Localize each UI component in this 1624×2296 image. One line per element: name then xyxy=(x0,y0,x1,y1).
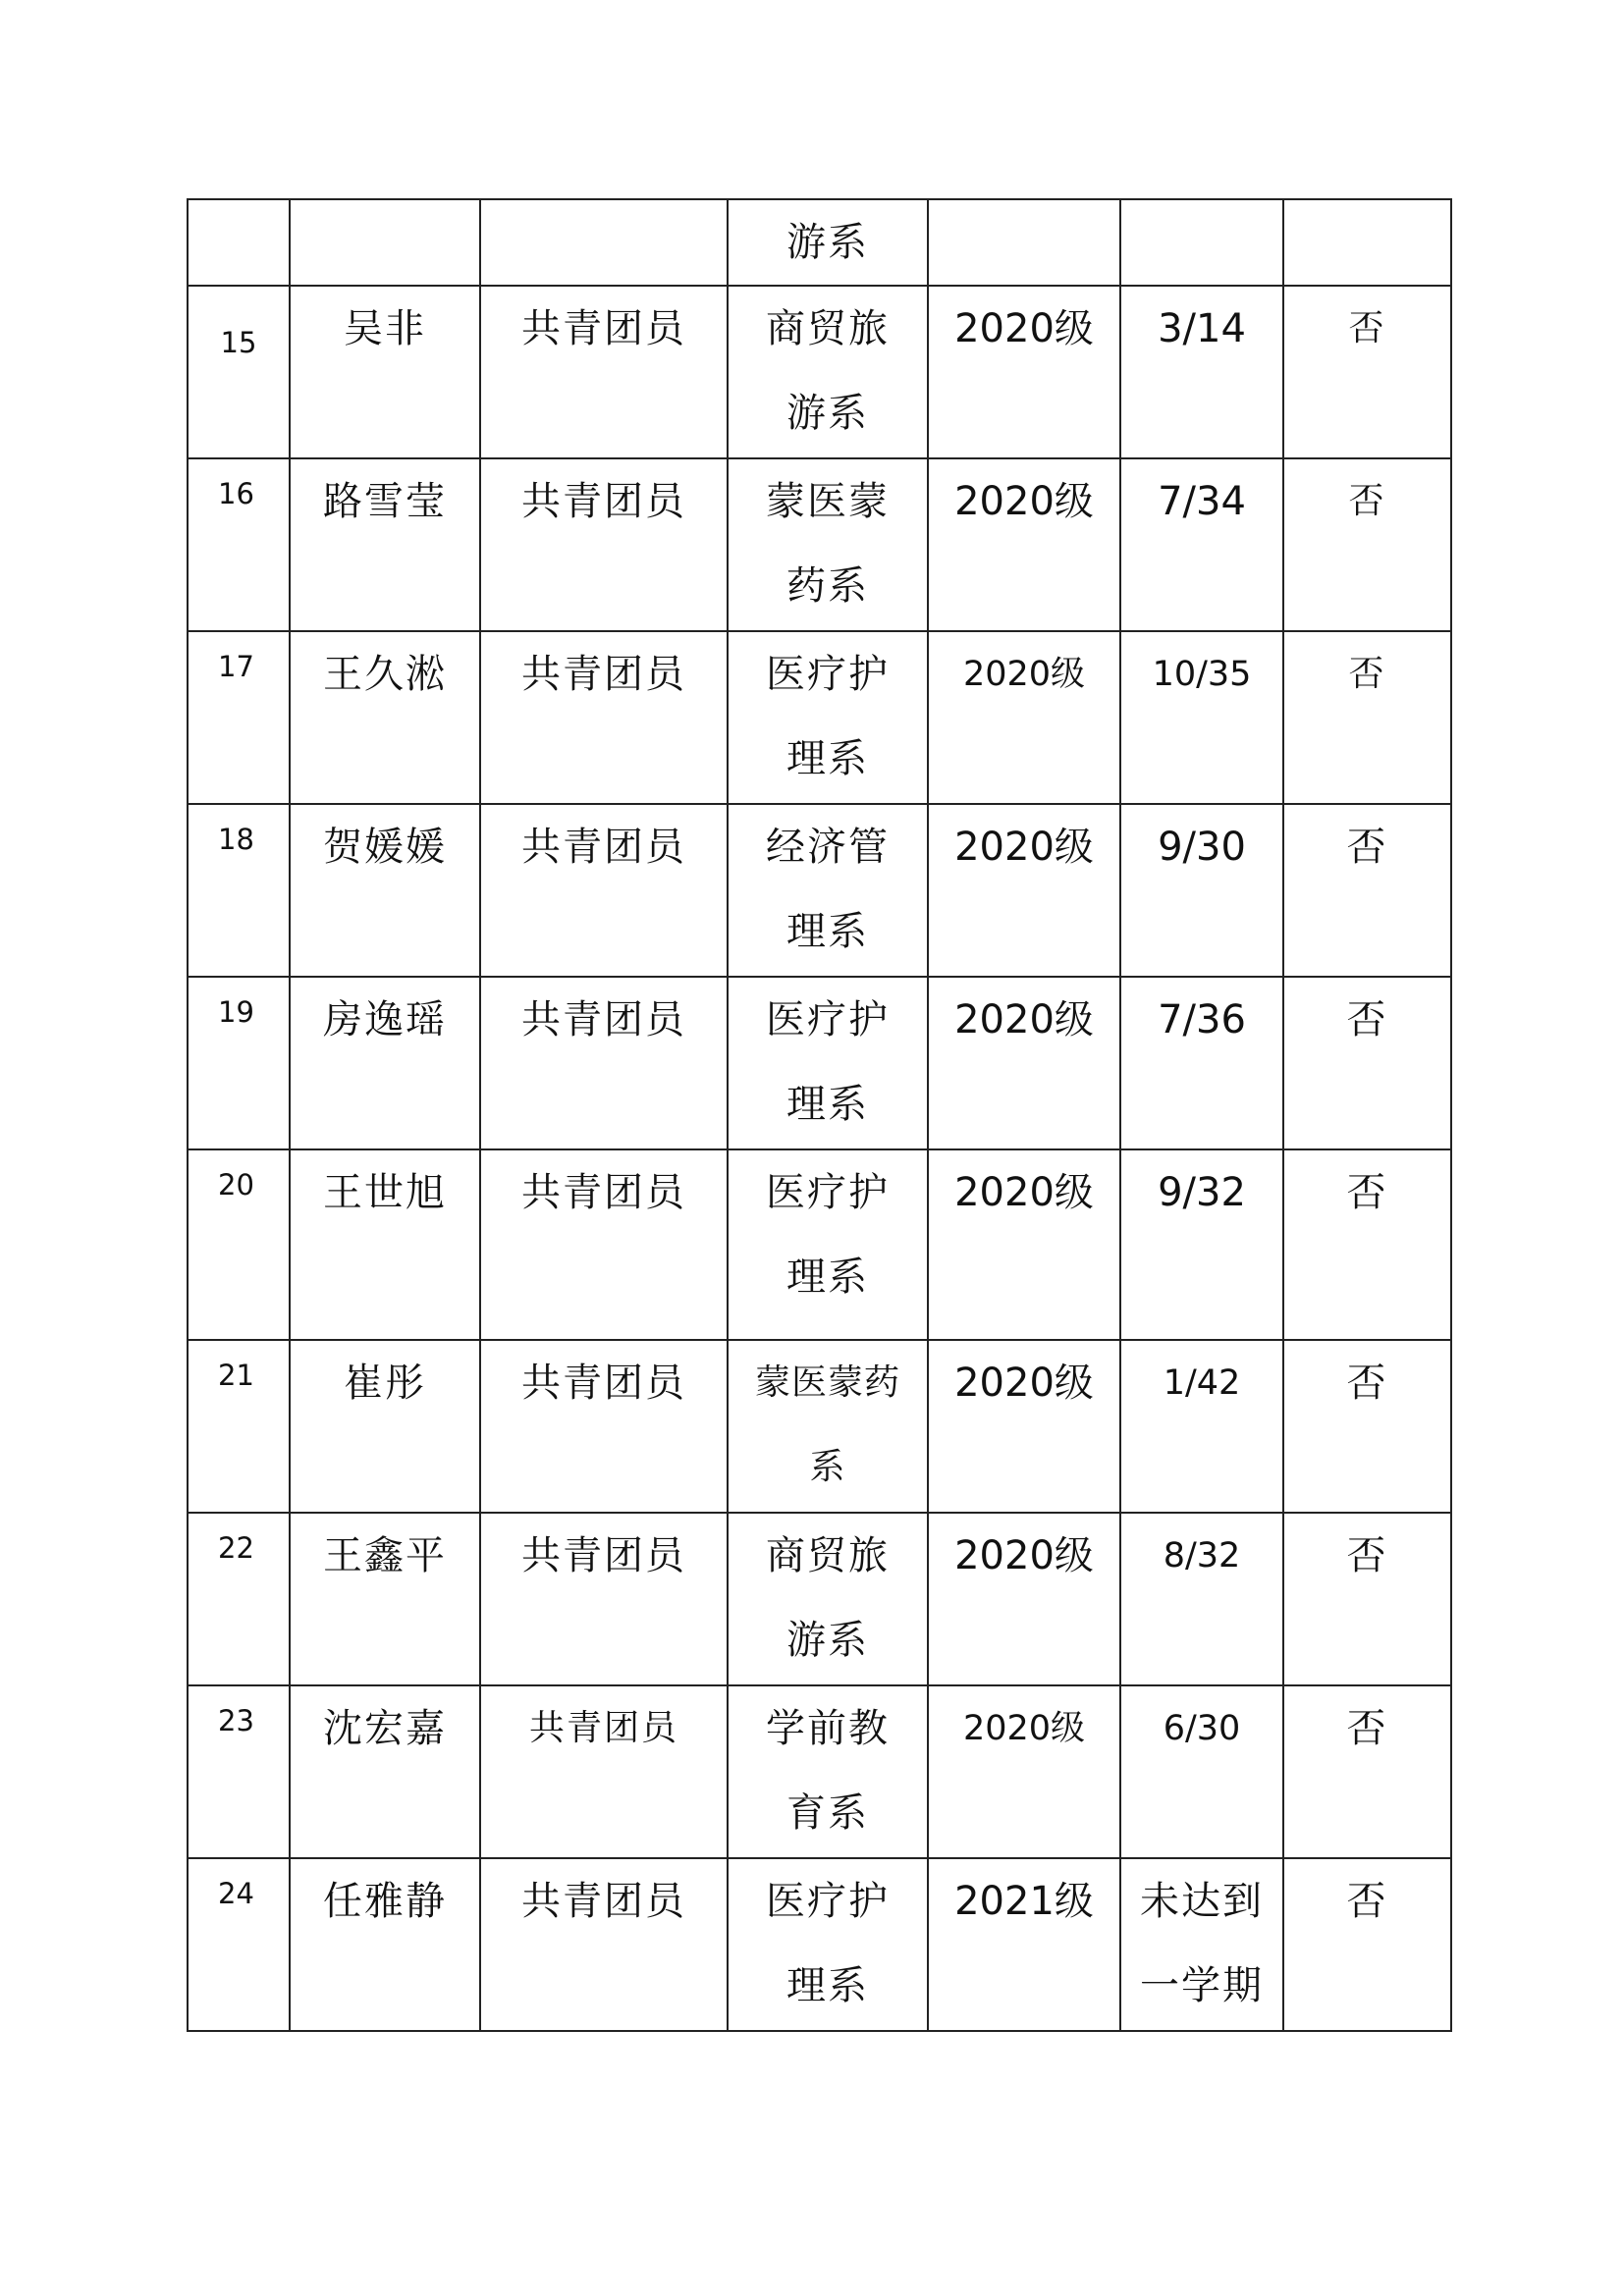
student-name: 房逸瑶 xyxy=(323,997,447,1042)
row-number: 16 xyxy=(218,477,254,510)
cell-grade xyxy=(928,286,1120,458)
table-row xyxy=(188,804,1451,977)
political-status: 共青团员 xyxy=(521,1361,686,1406)
grade: 2020级 xyxy=(954,997,1094,1042)
row-number: 23 xyxy=(218,1704,254,1737)
cell-political xyxy=(480,1340,728,1513)
rank: 6/30 xyxy=(1163,1709,1241,1748)
flag: 否 xyxy=(1348,481,1386,521)
political-status: 共青团员 xyxy=(521,1533,686,1578)
grade: 2020级 xyxy=(954,1170,1094,1215)
row-number: 20 xyxy=(218,1168,254,1201)
grade: 2020级 xyxy=(962,655,1086,694)
cell-name xyxy=(290,977,480,1149)
department: 商贸旅游系 xyxy=(766,306,890,436)
cell-rank xyxy=(1120,1685,1283,1858)
cell-rank xyxy=(1120,458,1283,631)
cell-no xyxy=(188,1149,290,1340)
cell-political xyxy=(480,977,728,1149)
cell-grade xyxy=(928,1685,1120,1858)
grade: 2020级 xyxy=(954,306,1094,351)
grade: 2021级 xyxy=(954,1879,1094,1924)
cell-name xyxy=(290,1513,480,1685)
cell-name xyxy=(290,1149,480,1340)
cell-political xyxy=(480,631,728,804)
cell-flag xyxy=(1283,1858,1451,2031)
rank: 未达到一学期 xyxy=(1140,1879,1264,2008)
rank: 1/42 xyxy=(1163,1363,1241,1403)
row-number: 22 xyxy=(218,1531,254,1565)
department: 经济管理系 xyxy=(766,825,890,954)
table-row-continued xyxy=(188,199,1451,286)
flag: 否 xyxy=(1346,1533,1388,1578)
student-name: 任雅静 xyxy=(323,1879,447,1924)
flag: 否 xyxy=(1346,997,1388,1042)
student-name: 沈宏嘉 xyxy=(323,1706,447,1751)
flag: 否 xyxy=(1346,1879,1388,1924)
cell-flag xyxy=(1283,804,1451,977)
rank: 7/36 xyxy=(1158,997,1246,1042)
rank: 7/34 xyxy=(1158,479,1246,524)
table-row xyxy=(188,1340,1451,1513)
cell-name xyxy=(290,1685,480,1858)
flag: 否 xyxy=(1346,1361,1388,1406)
table-row xyxy=(188,286,1451,458)
cell-grade xyxy=(928,1340,1120,1513)
cell-political xyxy=(480,1513,728,1685)
cell-dept xyxy=(728,1340,928,1513)
cell-no xyxy=(188,1340,290,1513)
political-status: 共青团员 xyxy=(521,652,686,697)
flag: 否 xyxy=(1346,1706,1388,1751)
political-status: 共青团员 xyxy=(528,1708,678,1748)
cell-grade xyxy=(928,1149,1120,1340)
cell-flag xyxy=(1283,199,1451,286)
student-name: 王久淞 xyxy=(323,652,447,697)
grade: 2020级 xyxy=(954,1533,1094,1578)
cell-rank xyxy=(1120,1858,1283,2031)
political-status: 共青团员 xyxy=(521,997,686,1042)
political-status: 共青团员 xyxy=(521,1170,686,1215)
rank: 9/30 xyxy=(1158,825,1246,870)
cell-dept xyxy=(728,977,928,1149)
cell-no xyxy=(188,458,290,631)
grade: 2020级 xyxy=(962,1709,1086,1748)
cell-rank xyxy=(1120,804,1283,977)
student-name: 贺媛媛 xyxy=(323,825,447,870)
department: 商贸旅游系 xyxy=(766,1533,890,1663)
cell-political xyxy=(480,1149,728,1340)
student-name: 王鑫平 xyxy=(323,1533,447,1578)
rank: 9/32 xyxy=(1158,1170,1246,1215)
cell-rank xyxy=(1120,631,1283,804)
cell-grade xyxy=(928,1858,1120,2031)
cell-dept xyxy=(728,631,928,804)
cell-dept xyxy=(728,1685,928,1858)
table-row xyxy=(188,977,1451,1149)
flag: 否 xyxy=(1346,1170,1388,1215)
cell-grade xyxy=(928,458,1120,631)
row-number: 21 xyxy=(218,1359,254,1392)
flag: 否 xyxy=(1346,825,1388,870)
cell-no xyxy=(188,804,290,977)
cell-political xyxy=(480,1685,728,1858)
department: 医疗护理系 xyxy=(766,1170,890,1300)
cell-grade xyxy=(928,977,1120,1149)
grade: 2020级 xyxy=(954,825,1094,870)
cell-grade xyxy=(928,1513,1120,1685)
cell-name xyxy=(290,199,480,286)
cell-political xyxy=(480,804,728,977)
flag: 否 xyxy=(1348,654,1386,694)
department: 蒙医蒙药系 xyxy=(766,479,890,609)
row-number: 24 xyxy=(218,1877,254,1910)
political-status: 共青团员 xyxy=(521,825,686,870)
cell-no xyxy=(188,1685,290,1858)
cell-dept xyxy=(728,1149,928,1340)
cell-grade xyxy=(928,804,1120,977)
cell-flag xyxy=(1283,631,1451,804)
cell-rank xyxy=(1120,1513,1283,1685)
cell-dept xyxy=(728,804,928,977)
grade: 2020级 xyxy=(954,479,1094,524)
cell-name xyxy=(290,631,480,804)
table-row xyxy=(188,458,1451,631)
political-status: 共青团员 xyxy=(521,479,686,524)
cell-name xyxy=(290,1858,480,2031)
row-number: 18 xyxy=(218,823,254,856)
cell-dept xyxy=(728,286,928,458)
cell-dept xyxy=(728,1858,928,2031)
cell-rank xyxy=(1120,1340,1283,1513)
rank: 3/14 xyxy=(1158,306,1246,351)
cell-no xyxy=(188,1513,290,1685)
student-name: 崔彤 xyxy=(344,1361,426,1406)
cell-political xyxy=(480,1858,728,2031)
cell-no xyxy=(188,286,290,458)
rank: 8/32 xyxy=(1163,1536,1241,1575)
table-row xyxy=(188,1858,1451,2031)
cell-flag xyxy=(1283,458,1451,631)
cell-name xyxy=(290,458,480,631)
table-row xyxy=(188,1685,1451,1858)
cell-grade xyxy=(928,631,1120,804)
row-number: 19 xyxy=(218,995,254,1029)
cell-flag xyxy=(1283,1149,1451,1340)
cell-no xyxy=(188,977,290,1149)
dept-text: 游系 xyxy=(786,220,869,265)
cell-dept xyxy=(728,199,928,286)
cell-rank xyxy=(1120,977,1283,1149)
row-number: 15 xyxy=(220,326,257,359)
student-roster-table xyxy=(187,198,1452,2032)
cell-flag xyxy=(1283,286,1451,458)
cell-dept xyxy=(728,458,928,631)
cell-no xyxy=(188,1858,290,2031)
cell-name xyxy=(290,1340,480,1513)
cell-flag xyxy=(1283,1340,1451,1513)
table-row xyxy=(188,631,1451,804)
flag: 否 xyxy=(1348,308,1386,348)
cell-political xyxy=(480,286,728,458)
student-name: 王世旭 xyxy=(323,1170,447,1215)
student-name: 吴非 xyxy=(344,306,426,351)
cell-rank xyxy=(1120,286,1283,458)
cell-dept xyxy=(728,1513,928,1685)
cell-no xyxy=(188,199,290,286)
cell-political xyxy=(480,458,728,631)
cell-no xyxy=(188,631,290,804)
cell-flag xyxy=(1283,977,1451,1149)
student-name: 路雪莹 xyxy=(323,479,447,524)
cell-political xyxy=(480,199,728,286)
row-number: 17 xyxy=(218,650,254,683)
grade: 2020级 xyxy=(954,1361,1094,1406)
department: 蒙医蒙药系 xyxy=(754,1362,900,1487)
department: 学前教育系 xyxy=(766,1706,890,1836)
department: 医疗护理系 xyxy=(766,997,890,1127)
cell-rank xyxy=(1120,199,1283,286)
cell-flag xyxy=(1283,1513,1451,1685)
cell-name xyxy=(290,804,480,977)
cell-grade xyxy=(928,199,1120,286)
political-status: 共青团员 xyxy=(521,306,686,351)
rank: 10/35 xyxy=(1152,655,1252,694)
cell-name xyxy=(290,286,480,458)
table-row xyxy=(188,1149,1451,1340)
table-row xyxy=(188,1513,1451,1685)
department: 医疗护理系 xyxy=(766,1879,890,2008)
department: 医疗护理系 xyxy=(766,652,890,781)
cell-rank xyxy=(1120,1149,1283,1340)
cell-flag xyxy=(1283,1685,1451,1858)
political-status: 共青团员 xyxy=(521,1879,686,1924)
